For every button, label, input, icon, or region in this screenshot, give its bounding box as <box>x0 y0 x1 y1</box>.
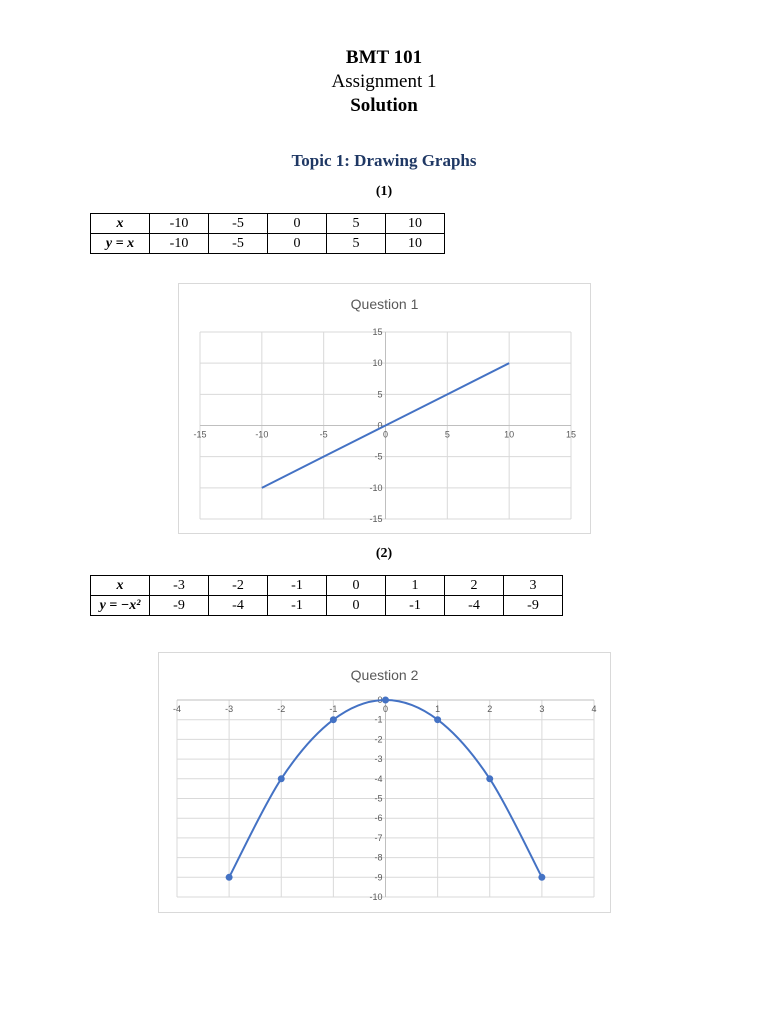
table-row <box>91 214 445 234</box>
data-point <box>278 775 285 782</box>
table-cell: -1 <box>268 596 327 616</box>
question-1-label: (1) <box>375 184 393 199</box>
y-tick-label: -3 <box>374 754 383 765</box>
chart-title: Question 1 <box>350 296 419 312</box>
table-row <box>91 234 445 254</box>
table-cell: 5 <box>327 214 386 234</box>
x-tick-label: 3 <box>539 704 545 714</box>
data-point <box>382 697 389 704</box>
table-cell: 3 <box>504 576 563 596</box>
x-tick-label: -4 <box>172 704 182 714</box>
table-cell: 10 <box>386 234 445 254</box>
x-tick-label: -2 <box>277 704 286 714</box>
question-1-chart <box>178 283 591 534</box>
data-point <box>434 716 441 723</box>
table-cell: -10 <box>150 234 209 254</box>
y-tick-label: 5 <box>377 389 383 400</box>
question-1-chart-svg <box>179 284 590 533</box>
y-header-cell: y = −x² <box>91 596 150 616</box>
x-tick-label: 4 <box>591 704 597 714</box>
table-cell: 10 <box>386 214 445 234</box>
y-tick-label: -5 <box>374 451 383 462</box>
table-cell: -2 <box>209 576 268 596</box>
table-cell: -1 <box>268 576 327 596</box>
x-tick-label: 15 <box>565 429 577 440</box>
y-tick-label: 0 <box>377 695 383 705</box>
y-tick-label: -10 <box>369 892 383 902</box>
table-cell: -1 <box>386 596 445 616</box>
y-tick-label: -9 <box>374 872 383 883</box>
y-tick-label: -1 <box>374 714 383 725</box>
table-cell: -5 <box>209 214 268 234</box>
table-cell: 0 <box>327 576 386 596</box>
question-2-chart-svg <box>159 653 610 912</box>
topic-heading: Topic 1: Drawing Graphs <box>291 151 477 170</box>
table-cell: -9 <box>150 596 209 616</box>
x-header-cell: x <box>91 576 150 596</box>
y-tick-label: -7 <box>374 832 383 843</box>
table-cell: 0 <box>327 596 386 616</box>
x-tick-label: -10 <box>255 429 269 440</box>
table-cell: 1 <box>386 576 445 596</box>
y-tick-label: -8 <box>374 852 383 863</box>
y-tick-label: -6 <box>374 813 383 824</box>
assignment-title: Assignment 1 <box>331 71 437 92</box>
data-point <box>538 874 545 881</box>
y-tick-label: -10 <box>369 482 383 493</box>
x-tick-label: 0 <box>382 704 389 714</box>
x-tick-label: 5 <box>444 429 450 440</box>
table-cell: -9 <box>504 596 563 616</box>
table-cell: 0 <box>268 214 327 234</box>
table-cell: 2 <box>445 576 504 596</box>
table-cell: 0 <box>268 234 327 254</box>
table-cell: -10 <box>150 214 209 234</box>
question-1-table <box>90 213 445 254</box>
y-tick-label: -15 <box>369 514 383 524</box>
x-tick-label: 10 <box>504 429 515 440</box>
x-tick-label: -5 <box>319 429 328 440</box>
y-header-cell: y = x <box>91 234 150 254</box>
question-2-label: (2) <box>375 546 393 561</box>
table-cell: 5 <box>327 234 386 254</box>
x-tick-label: 1 <box>435 704 441 714</box>
x-tick-label: -1 <box>329 704 338 714</box>
table-cell: -4 <box>209 596 268 616</box>
question-2-table <box>90 575 563 616</box>
table-cell: -3 <box>150 576 209 596</box>
data-point <box>486 775 493 782</box>
x-tick-label: -3 <box>225 704 234 714</box>
data-point <box>226 874 233 881</box>
table-cell: -5 <box>209 234 268 254</box>
x-tick-label: 0 <box>382 429 389 440</box>
x-tick-label: 2 <box>487 704 493 714</box>
course-title: BMT 101 <box>345 47 423 68</box>
y-tick-label: -5 <box>374 793 383 804</box>
y-tick-label: -4 <box>374 773 383 784</box>
y-tick-label: 15 <box>372 327 383 337</box>
y-tick-label: 0 <box>377 420 383 431</box>
question-2-chart <box>158 652 611 913</box>
y-tick-label: 10 <box>372 358 383 369</box>
table-row <box>91 596 563 616</box>
x-header-cell: x <box>91 214 150 234</box>
table-row <box>91 576 563 596</box>
data-point <box>330 716 337 723</box>
table-cell: -4 <box>445 596 504 616</box>
y-tick-label: -2 <box>374 734 383 745</box>
solution-title: Solution <box>350 95 418 116</box>
chart-title: Question 2 <box>350 667 419 683</box>
x-tick-label: -15 <box>193 429 207 440</box>
